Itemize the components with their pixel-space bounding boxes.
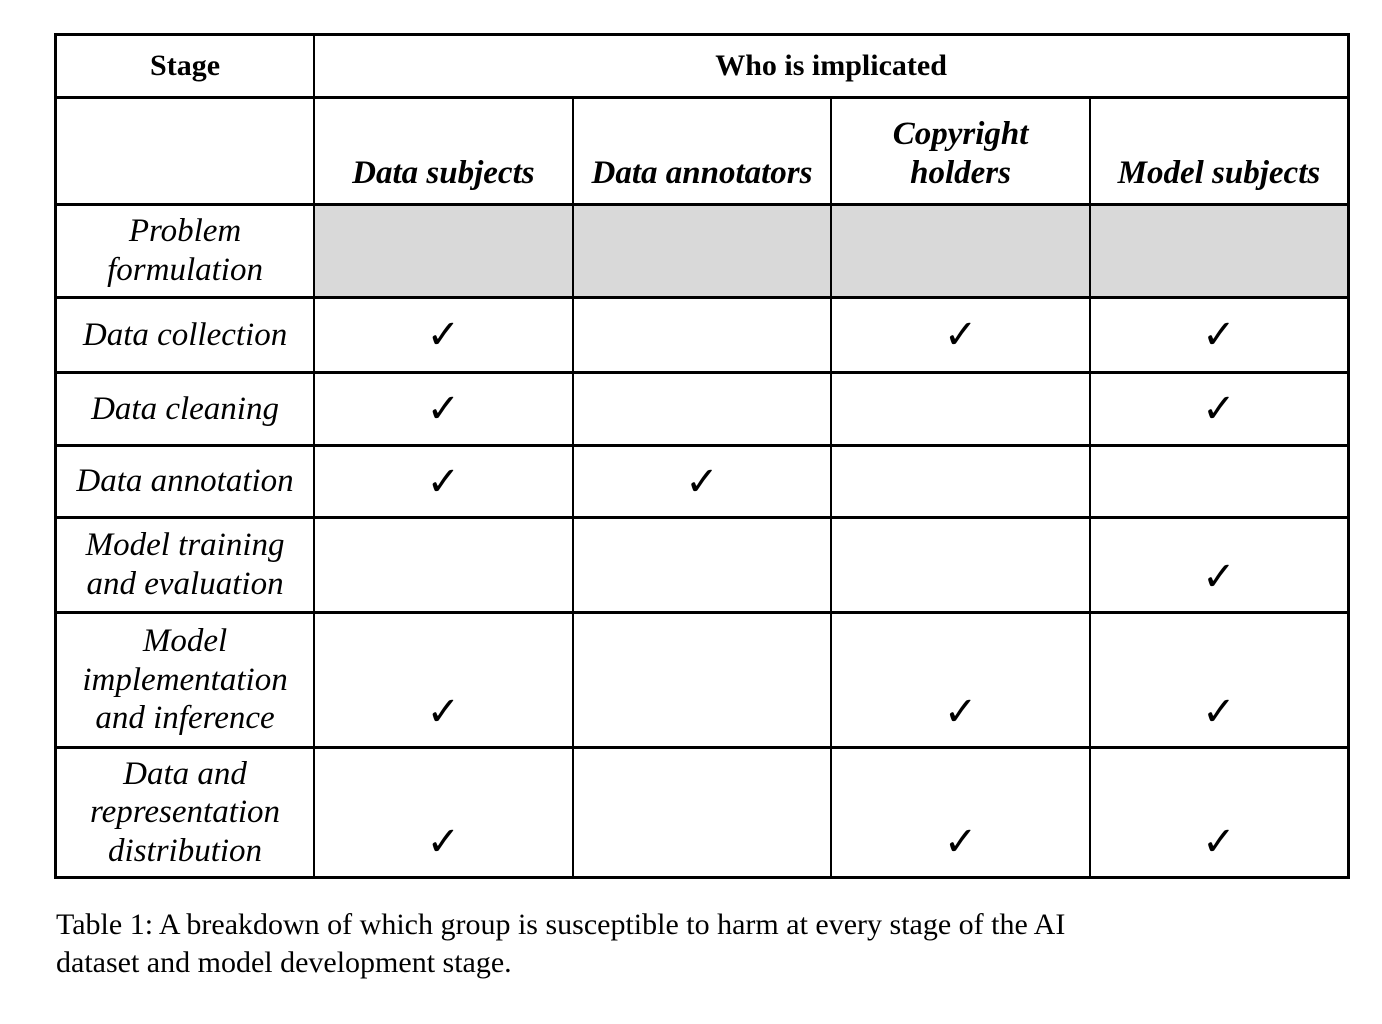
table-header <box>56 35 1349 205</box>
empty-cell-data-cleaning--copyright-holders <box>831 373 1090 446</box>
checkmark-icon: ✓ <box>1090 373 1349 446</box>
checkmark-icon: ✓ <box>314 613 573 748</box>
stage-row-data-cleaning <box>56 373 1349 446</box>
stage-label-model-training-and-evaluation: Model training and evaluation <box>56 518 315 613</box>
stage-row-model-implementation-and-inference <box>56 613 1349 748</box>
header-row-top <box>56 35 1349 98</box>
stage-label-problem-formulation: Problem formulation <box>56 205 315 298</box>
harm-stages-table <box>54 33 1350 879</box>
empty-cell-model-training-and-evaluation--data-annotators <box>573 518 832 613</box>
who-is-implicated-header: Who is implicated <box>314 35 1348 98</box>
column-headers-row <box>56 98 1349 205</box>
empty-cell-model-training-and-evaluation--data-subjects <box>314 518 573 613</box>
empty-cell-data-annotation--copyright-holders <box>831 446 1090 518</box>
checkmark-icon: ✓ <box>314 298 573 373</box>
stage-row-data-and-representation-distribution <box>56 748 1349 878</box>
empty-header-cell <box>56 98 315 205</box>
checkmark-icon: ✓ <box>1090 613 1349 748</box>
col-header-model-subjects: Model subjects <box>1090 98 1349 205</box>
checkmark-icon: ✓ <box>314 748 573 878</box>
col-header-data-annotators: Data annotators <box>573 98 832 205</box>
empty-cell-data-annotation--model-subjects <box>1090 446 1349 518</box>
checkmark-icon: ✓ <box>831 613 1090 748</box>
empty-cell-data-cleaning--data-annotators <box>573 373 832 446</box>
stage-label-data-annotation: Data annotation <box>56 446 315 518</box>
empty-cell-problem-formulation--model-subjects <box>1090 205 1349 298</box>
stage-row-model-training-and-evaluation <box>56 518 1349 613</box>
stage-row-data-annotation <box>56 446 1349 518</box>
stage-label-model-implementation-and-inference: Model implementation and inference <box>56 613 315 748</box>
empty-cell-model-training-and-evaluation--copyright-holders <box>831 518 1090 613</box>
checkmark-icon: ✓ <box>573 446 832 518</box>
empty-cell-model-implementation-and-inference--data-annotators <box>573 613 832 748</box>
checkmark-icon: ✓ <box>1090 748 1349 878</box>
stage-label-data-collection: Data collection <box>56 298 315 373</box>
empty-cell-data-and-representation-distribution--data-annotators <box>573 748 832 878</box>
empty-cell-problem-formulation--copyright-holders <box>831 205 1090 298</box>
checkmark-icon: ✓ <box>1090 298 1349 373</box>
col-header-copyright-holders: Copyright holders <box>831 98 1090 205</box>
checkmark-icon: ✓ <box>314 373 573 446</box>
stage-label-data-and-representation-distribution: Data and representation distribution <box>56 748 315 878</box>
empty-cell-problem-formulation--data-annotators <box>573 205 832 298</box>
stage-row-data-collection <box>56 298 1349 373</box>
checkmark-icon: ✓ <box>831 748 1090 878</box>
checkmark-icon: ✓ <box>831 298 1090 373</box>
empty-cell-data-collection--data-annotators <box>573 298 832 373</box>
stage-column-header: Stage <box>56 35 315 98</box>
stage-row-problem-formulation <box>56 205 1349 298</box>
checkmark-icon: ✓ <box>314 446 573 518</box>
stage-label-data-cleaning: Data cleaning <box>56 373 315 446</box>
checkmark-icon: ✓ <box>1090 518 1349 613</box>
empty-cell-problem-formulation--data-subjects <box>314 205 573 298</box>
col-header-data-subjects: Data subjects <box>314 98 573 205</box>
table-body <box>56 205 1349 878</box>
table-caption: Table 1: A breakdown of which group is susceptible to harm at every stage of the AI dataset and model development stage. <box>56 908 1066 979</box>
